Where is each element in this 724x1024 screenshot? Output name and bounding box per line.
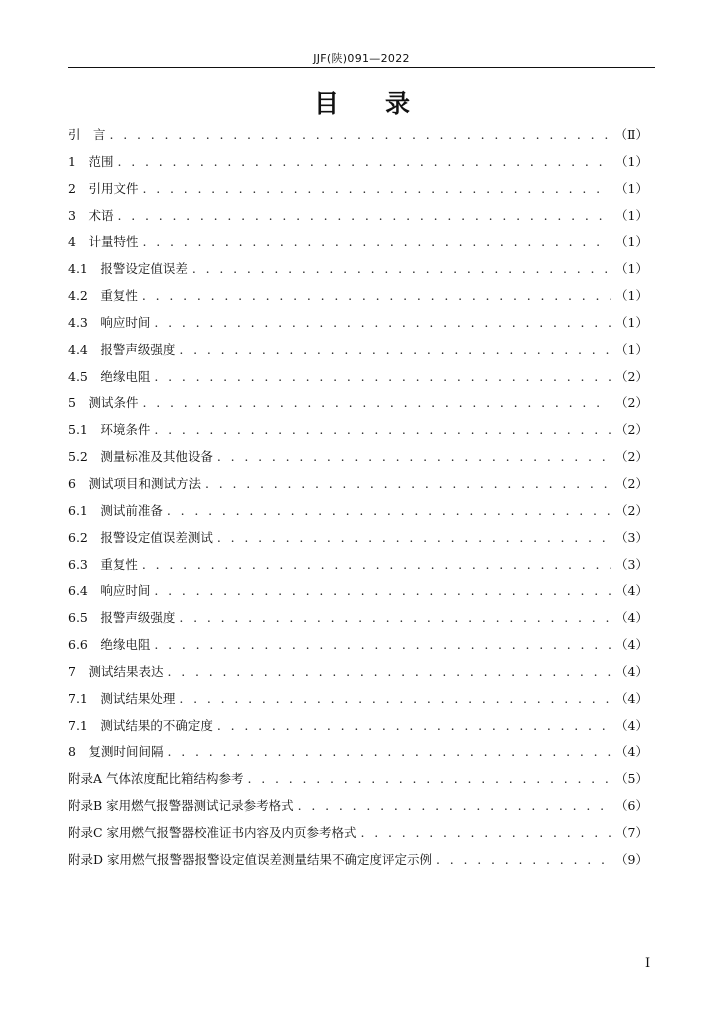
toc-entry-page: （2） (615, 395, 648, 411)
toc-leader-dots (110, 122, 611, 149)
toc-leader-dots (179, 605, 611, 632)
toc-entry-8[interactable] (68, 739, 648, 766)
toc-entry-page: （4） (615, 610, 648, 626)
toc-leader-dots (154, 417, 611, 444)
toc-entry-page: （4） (615, 637, 648, 653)
toc-entry-6-4[interactable] (68, 578, 648, 605)
toc-entry-page: （1） (615, 234, 648, 250)
toc-entry-label: 7.1 测试结果处理 (68, 690, 176, 706)
toc-entry-label: 6.4 响应时间 (68, 583, 151, 599)
toc-leader-dots (192, 256, 611, 283)
toc-entry-label: 6.5 报警声级强度 (68, 610, 176, 626)
toc-leader-dots (179, 337, 611, 364)
toc-leader-dots (117, 203, 611, 230)
toc-entry-7-1[interactable] (68, 686, 648, 713)
toc-leader-dots (205, 471, 611, 498)
toc-entry-page: （5） (615, 771, 648, 787)
toc-entry-page: （1） (615, 180, 648, 196)
toc-entry-label: 4.5 绝缘电阻 (68, 368, 151, 384)
document-header: JJF(陕)091—2022 (313, 52, 410, 65)
toc-entry-page: （4） (615, 717, 648, 733)
toc-entry-5-2[interactable] (68, 444, 648, 471)
toc-leader-dots (142, 552, 611, 579)
toc-entry-label: 3 术语 (68, 207, 114, 223)
toc-leader-dots (248, 766, 612, 793)
toc-leader-dots (154, 578, 611, 605)
toc-entry-label: 附录B 家用燃气报警器测试记录参考格式 (68, 798, 294, 814)
toc-entry-label: 5.1 环境条件 (68, 422, 151, 438)
toc-entry-7[interactable] (68, 659, 648, 686)
toc-entry-label: 4.4 报警声级强度 (68, 341, 176, 357)
toc-entry-5-1[interactable] (68, 417, 648, 444)
toc-entry-4-5[interactable] (68, 364, 648, 391)
toc-entry-label: 6.1 测试前准备 (68, 502, 163, 518)
toc-entry-6[interactable] (68, 471, 648, 498)
toc-leader-dots (142, 390, 611, 417)
toc-entry-4[interactable] (68, 229, 648, 256)
toc-entry-page: （9） (615, 851, 648, 867)
toc-entry-label: 7.1 测试结果的不确定度 (68, 717, 213, 733)
toc-entry-label: 1 范围 (68, 153, 114, 169)
table-of-contents (68, 122, 648, 874)
toc-entry-page: （2） (615, 368, 648, 384)
toc-leader-dots (167, 659, 611, 686)
toc-entry-2[interactable] (68, 176, 648, 203)
toc-entry-label: 引 言 (68, 127, 106, 142)
toc-leader-dots (142, 176, 611, 203)
toc-leader-dots (361, 820, 612, 847)
toc-entry-6-1[interactable] (68, 498, 648, 525)
toc-leader-dots (167, 739, 611, 766)
toc-entry-label: 附录A 气体浓度配比箱结构参考 (68, 771, 244, 787)
toc-entry-page: （1） (615, 314, 648, 330)
toc-entry-6-6[interactable] (68, 632, 648, 659)
toc-entry-6-5[interactable] (68, 605, 648, 632)
toc-entry-page: （Ⅱ） (614, 127, 648, 142)
page-title: 目录 (313, 89, 456, 118)
toc-entry-4-3[interactable] (68, 310, 648, 337)
toc-entry-6-2[interactable] (68, 525, 648, 552)
toc-entry-page: （4） (615, 583, 648, 599)
header-divider (68, 67, 655, 68)
toc-entry-label: 6 测试项目和测试方法 (68, 475, 201, 491)
toc-entry-label: 7 测试结果表达 (68, 663, 164, 679)
toc-entry-label: 4.2 重复性 (68, 288, 138, 304)
toc-entry-page: （2） (615, 475, 648, 491)
toc-entry-page: （6） (615, 798, 648, 814)
toc-entry-page: （3） (615, 556, 648, 572)
toc-leader-dots (117, 149, 611, 176)
toc-entry-label: 5.2 测量标准及其他设备 (68, 449, 213, 465)
toc-entry-label: 8 复测时间间隔 (68, 744, 164, 760)
toc-entry-page: （3） (615, 529, 648, 545)
toc-entry-page: （2） (615, 422, 648, 438)
toc-entry-label: 4.3 响应时间 (68, 314, 151, 330)
toc-entry-page: （2） (615, 502, 648, 518)
toc-entry-page: （1） (615, 207, 648, 223)
toc-entry-3[interactable] (68, 203, 648, 230)
toc-entry-label: 附录C 家用燃气报警器校准证书内容及内页参考格式 (68, 824, 357, 840)
toc-entry-appendix-b[interactable] (68, 793, 648, 820)
toc-leader-dots (179, 686, 611, 713)
toc-entry-4-2[interactable] (68, 283, 648, 310)
toc-entry-page: （4） (615, 690, 648, 706)
toc-entry-label: 5 测试条件 (68, 395, 139, 411)
toc-leader-dots (217, 525, 611, 552)
toc-leader-dots (436, 847, 611, 874)
toc-entry-page: （1） (615, 153, 648, 169)
toc-entry-page: （4） (615, 744, 648, 760)
toc-entry-4-1[interactable] (68, 256, 648, 283)
toc-leader-dots (217, 444, 611, 471)
toc-leader-dots (167, 498, 611, 525)
toc-entry-label: 6.2 报警设定值误差测试 (68, 529, 213, 545)
toc-entry-5[interactable] (68, 390, 648, 417)
toc-entry-page: （7） (615, 824, 648, 840)
toc-leader-dots (154, 310, 611, 337)
toc-entry-7-1b[interactable] (68, 713, 648, 740)
toc-entry-label: 4.1 报警设定值误差 (68, 261, 188, 277)
toc-entry-page: （2） (615, 449, 648, 465)
toc-leader-dots (217, 713, 611, 740)
toc-entry-label: 6.3 重复性 (68, 556, 138, 572)
toc-entry-label: 附录D 家用燃气报警器报警设定值误差测量结果不确定度评定示例 (68, 851, 432, 867)
toc-leader-dots (154, 632, 611, 659)
toc-entry-appendix-d[interactable] (68, 847, 648, 874)
toc-leader-dots (154, 364, 611, 391)
toc-leader-dots (142, 283, 611, 310)
toc-entry-appendix-c[interactable] (68, 820, 648, 847)
toc-entry-foreword[interactable] (68, 122, 648, 149)
toc-entry-page: （1） (615, 288, 648, 304)
toc-entry-label: 6.6 绝缘电阻 (68, 637, 151, 653)
toc-entry-appendix-a[interactable] (68, 766, 648, 793)
toc-entry-6-3[interactable] (68, 552, 648, 579)
toc-leader-dots (298, 793, 611, 820)
toc-entry-label: 4 计量特性 (68, 234, 139, 250)
toc-entry-page: （4） (615, 663, 648, 679)
toc-entry-page: （1） (615, 261, 648, 277)
toc-entry-page: （1） (615, 341, 648, 357)
toc-leader-dots (142, 229, 611, 256)
toc-entry-label: 2 引用文件 (68, 180, 139, 196)
toc-entry-4-4[interactable] (68, 337, 648, 364)
toc-entry-1[interactable] (68, 149, 648, 176)
page-number: I (645, 956, 651, 971)
